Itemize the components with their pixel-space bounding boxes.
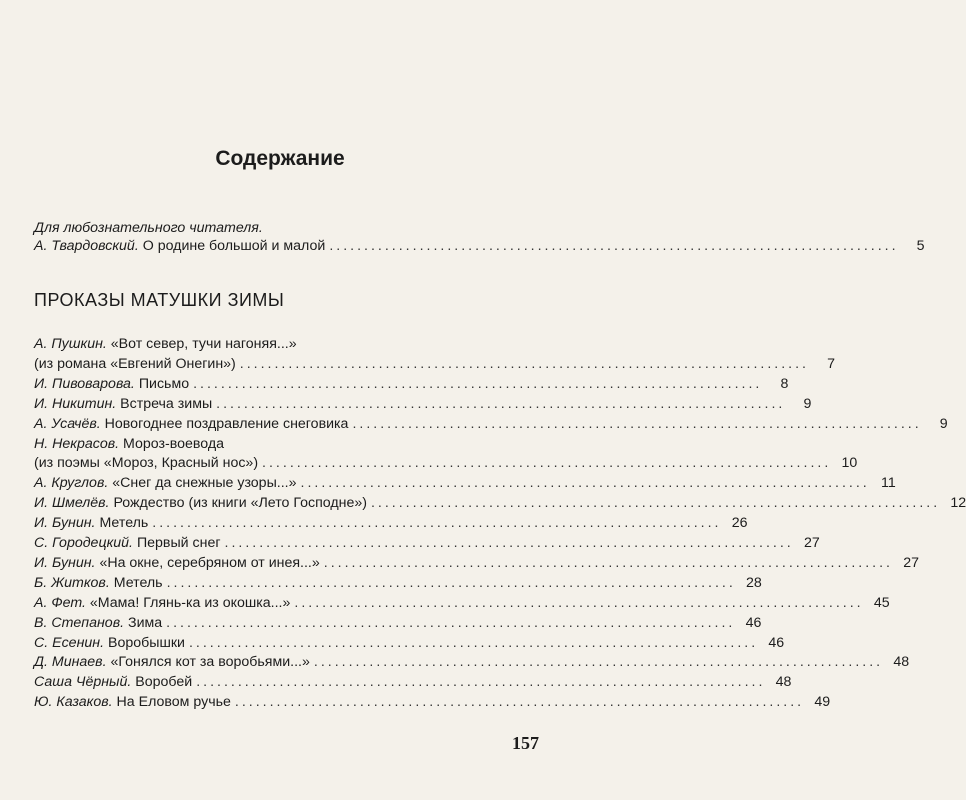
toc-entry [34, 375, 789, 393]
entry-title: О родине большой и малой [142, 238, 326, 254]
entry-text [34, 395, 212, 413]
toc-entry [34, 594, 890, 612]
entry-text [34, 454, 258, 472]
entry-title: «На окне, серебряном от инея...» [99, 554, 320, 571]
leader-dots: .................................................................................. [294, 594, 864, 611]
entry-text [34, 435, 224, 453]
entry-text [34, 673, 192, 691]
leader-dots: .................................................................................. [262, 455, 832, 472]
entry-author: Саша Чёрный. [34, 674, 132, 691]
leader-dots: .................................................................................. [234, 694, 805, 711]
intro-heading [34, 219, 530, 237]
leader-dots: .................................................................................. [188, 634, 759, 651]
entry-page: 49 [814, 694, 831, 711]
entry-title: «Вот север, тучи нагоняя...» [110, 336, 297, 352]
entry-page: 12 [950, 495, 966, 512]
leader-dots: .................................................................................. [300, 475, 870, 492]
toc-entry-intro [34, 237, 925, 255]
toc-entry [34, 634, 785, 652]
entry-text [34, 693, 231, 711]
leader-dots: .................................................................................. [193, 375, 763, 392]
entry-text [34, 574, 163, 592]
toc-entry [34, 415, 948, 433]
entry-title: «Снег да снежные узоры...» [112, 475, 297, 492]
toc-entry [34, 574, 762, 592]
page-title: Содержание [215, 147, 345, 170]
toc-entry [34, 494, 966, 512]
entry-page: 9 [939, 415, 948, 432]
toc-entry [34, 435, 530, 453]
leader-dots: .................................................................................. [152, 515, 722, 532]
entry-text [34, 653, 310, 671]
section-heading: ПРОКАЗЫ МАТУШКИ ЗИМЫ [34, 290, 285, 310]
entry-page: 10 [841, 455, 858, 472]
intro-heading-text: Для любознательного читателя. [34, 220, 263, 236]
toc-entry [34, 395, 812, 413]
toc-entry [34, 355, 836, 373]
leader-dots: .................................................................................. [166, 614, 736, 631]
entry-title: (из поэмы «Мороз, Красный нос») [34, 455, 259, 472]
entry-title: «Мама! Глянь-ка из окошка...» [89, 594, 291, 611]
entry-page: 27 [803, 535, 820, 551]
entry-text [34, 237, 325, 255]
entry-title: Первый снег [136, 535, 221, 551]
entry-title: Воробей [135, 674, 193, 691]
entry-text [34, 634, 185, 652]
leader-dots: .................................................................................. [239, 355, 810, 372]
entry-page: 11 [881, 475, 896, 492]
entry-title: Воробышки [107, 634, 185, 651]
entry-text [34, 554, 320, 572]
toc-entry [34, 554, 919, 572]
leader-dots: .................................................................................. [313, 654, 884, 671]
entry-title: Новогоднее поздравление снеговика [104, 415, 349, 432]
entry-author: В. Степанов. [34, 614, 125, 631]
toc-entry [34, 335, 530, 353]
entry-page: 48 [893, 654, 910, 671]
entry-text [34, 375, 189, 393]
toc-entry [34, 474, 896, 492]
entry-page: 45 [873, 594, 890, 611]
entry-text [34, 514, 148, 532]
entry-title: Метель [99, 515, 149, 532]
entry-title: Встреча зимы [120, 395, 213, 412]
toc-entry [34, 653, 910, 671]
entry-title: «Гонялся кот за воробьями...» [110, 654, 310, 671]
leader-dots: .................................................................................. [323, 554, 893, 571]
entry-title: (из романа «Евгений Онегин») [34, 355, 236, 372]
entry-title: Мороз-воевода [123, 435, 225, 452]
entry-title: На Еловом ручье [116, 694, 231, 711]
entry-author: С. Есенин. [34, 634, 105, 651]
entry-page: 48 [775, 674, 792, 691]
entry-author: И. Бунин. [34, 554, 96, 571]
entry-author: А. Круглов. [34, 475, 109, 492]
toc-entry [34, 514, 748, 532]
entry-page: 27 [903, 554, 919, 571]
page-number: 157 [512, 733, 539, 753]
entry-page: 5 [916, 238, 925, 254]
toc-entry [34, 673, 792, 691]
entry-title: Рождество (из книги «Лето Господне») [113, 495, 367, 512]
leader-dots: .................................................................................. [196, 674, 766, 691]
leader-dots: .................................................................................. [329, 238, 899, 254]
entry-title: Зима [128, 614, 163, 631]
entry-title: Метель [113, 574, 163, 591]
entry-page: 26 [731, 515, 748, 532]
entry-text [34, 494, 367, 512]
leader-dots: .................................................................................. [352, 415, 922, 432]
entry-author: А. Усачёв. [34, 415, 101, 432]
entry-text [34, 355, 236, 373]
toc-entry [34, 454, 858, 472]
entry-page: 46 [745, 614, 762, 631]
entry-page: 28 [746, 574, 762, 591]
leader-dots: .................................................................................. [224, 535, 794, 551]
entry-author: И. Бунин. [34, 515, 96, 532]
entry-author: А. Твардовский. [34, 238, 139, 254]
entry-text [34, 614, 162, 632]
leader-dots: .................................................................................. [166, 574, 736, 591]
entry-title: Письмо [138, 375, 190, 392]
entry-author: А. Фет. [34, 594, 86, 611]
toc-entry [34, 534, 820, 552]
toc-entry [34, 614, 762, 632]
entry-author: С. Городецкий. [34, 535, 133, 551]
entry-author: И. Никитин. [34, 395, 117, 412]
entry-text [34, 415, 348, 433]
entry-page: 7 [827, 355, 836, 372]
leader-dots: .................................................................................. [216, 395, 786, 412]
leader-dots: .................................................................................. [370, 495, 941, 512]
entry-page: 46 [768, 634, 785, 651]
entry-page: 9 [803, 395, 812, 412]
entry-author: А. Пушкин. [34, 336, 107, 352]
entry-text [34, 335, 297, 353]
entry-author: Ю. Казаков. [34, 694, 113, 711]
entry-author: Н. Некрасов. [34, 435, 120, 452]
entry-author: Д. Минаев. [34, 654, 107, 671]
entry-author: Б. Житков. [34, 574, 110, 591]
toc-entry [34, 693, 831, 711]
entry-text [34, 534, 221, 552]
entry-author: И. Шмелёв. [34, 495, 110, 512]
entry-author: И. Пивоварова. [34, 375, 135, 392]
entry-text [34, 474, 297, 492]
entry-page: 8 [780, 375, 789, 392]
entry-text [34, 594, 290, 612]
